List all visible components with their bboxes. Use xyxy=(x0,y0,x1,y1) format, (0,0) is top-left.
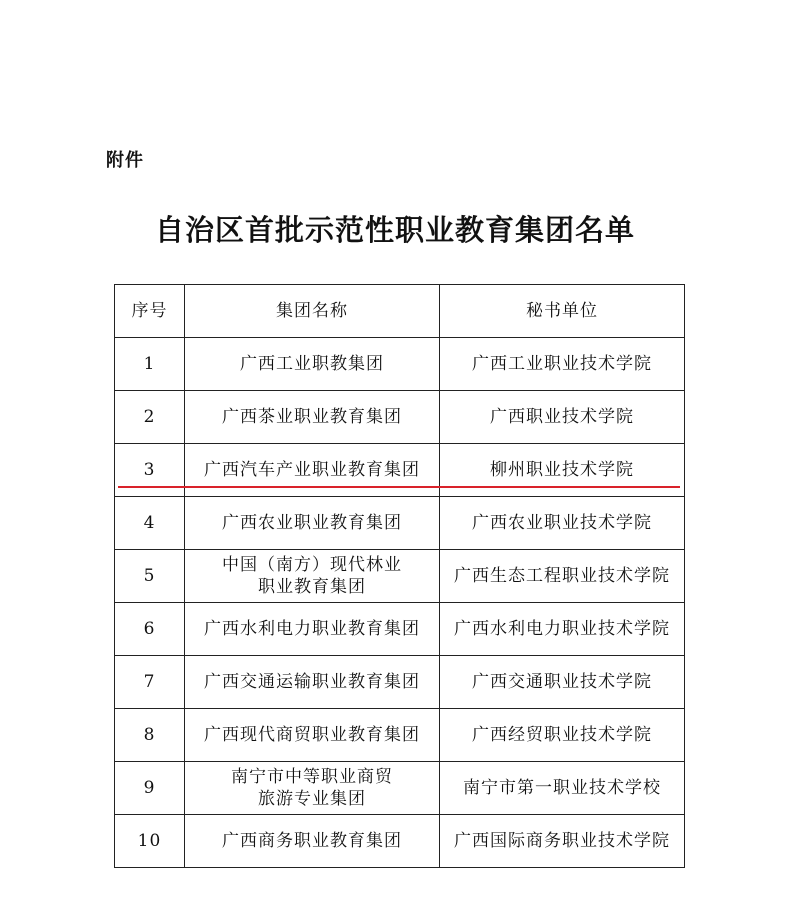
document-title: 自治区首批示范性职业教育集团名单 xyxy=(154,213,635,247)
header-group-name: 集团名称 xyxy=(185,285,440,338)
secretariat-cell: 广西工业职业技术学院 xyxy=(440,338,685,391)
group-name-cell: 广西交通运输职业教育集团 xyxy=(185,656,440,709)
group-name-cell: 广西汽车产业职业教育集团 xyxy=(185,444,440,497)
secretariat-cell: 柳州职业技术学院 xyxy=(440,444,685,497)
table-row xyxy=(115,709,685,762)
group-name-cell: 广西茶业职业教育集团 xyxy=(185,391,440,444)
table-row xyxy=(115,656,685,709)
table-row xyxy=(115,391,685,444)
row-number: 5 xyxy=(115,550,185,603)
row-number: 10 xyxy=(115,815,185,868)
secretariat-cell: 南宁市第一职业技术学校 xyxy=(440,762,685,815)
secretariat-cell: 广西国际商务职业技术学院 xyxy=(440,815,685,868)
red-underline-annotation xyxy=(118,486,680,488)
secretariat-cell: 广西农业职业技术学院 xyxy=(440,497,685,550)
row-number: 1 xyxy=(115,338,185,391)
table-row xyxy=(115,497,685,550)
group-list-table xyxy=(114,284,685,868)
attachment-label: 附件 xyxy=(106,150,144,171)
table-row xyxy=(115,338,685,391)
secretariat-cell: 广西生态工程职业技术学院 xyxy=(440,550,685,603)
header-number: 序号 xyxy=(115,285,185,338)
row-number: 2 xyxy=(115,391,185,444)
secretariat-cell: 广西水利电力职业技术学院 xyxy=(440,603,685,656)
table-row xyxy=(115,603,685,656)
row-number: 7 xyxy=(115,656,185,709)
group-name-cell: 广西现代商贸职业教育集团 xyxy=(185,709,440,762)
row-number: 4 xyxy=(115,497,185,550)
group-name-cell: 广西农业职业教育集团 xyxy=(185,497,440,550)
secretariat-cell: 广西交通职业技术学院 xyxy=(440,656,685,709)
table-row xyxy=(115,444,685,497)
table-row xyxy=(115,815,685,868)
table-header-row xyxy=(115,285,685,338)
group-name-cell: 广西工业职教集团 xyxy=(185,338,440,391)
secretariat-cell: 广西经贸职业技术学院 xyxy=(440,709,685,762)
table-row xyxy=(115,762,685,815)
row-number: 6 xyxy=(115,603,185,656)
table-row xyxy=(115,550,685,603)
row-number: 9 xyxy=(115,762,185,815)
group-name-cell: 广西商务职业教育集团 xyxy=(185,815,440,868)
row-number: 3 xyxy=(115,444,185,497)
row-number: 8 xyxy=(115,709,185,762)
group-name-cell: 南宁市中等职业商贸 旅游专业集团 xyxy=(185,762,440,815)
secretariat-cell: 广西职业技术学院 xyxy=(440,391,685,444)
group-name-cell: 广西水利电力职业教育集团 xyxy=(185,603,440,656)
header-secretariat: 秘书单位 xyxy=(440,285,685,338)
group-name-cell: 中国（南方）现代林业 职业教育集团 xyxy=(185,550,440,603)
